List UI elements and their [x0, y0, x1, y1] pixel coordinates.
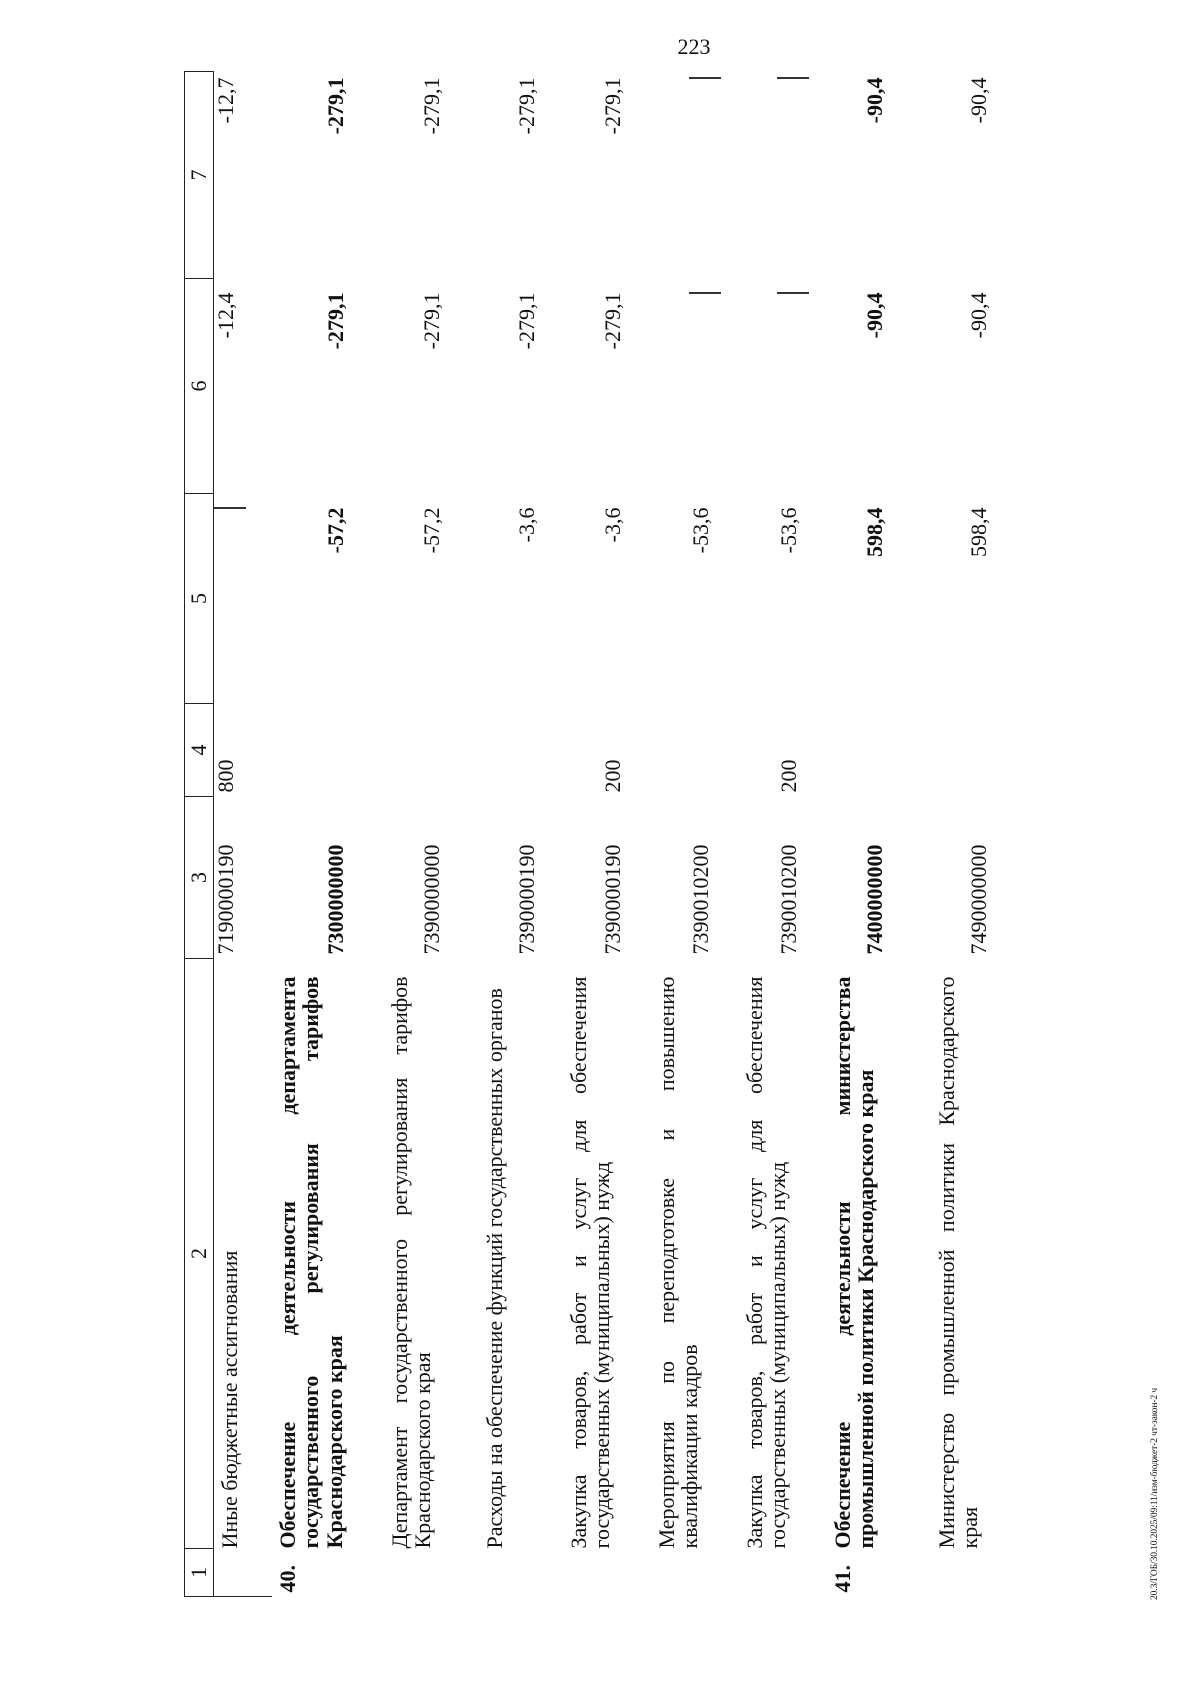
- empty-value-dash: [777, 78, 809, 80]
- header-col-2: 2: [185, 959, 214, 1549]
- document-stamp: 20.3/ГОБ/30.10.2025/09:11/изм-бюджет-2 чт-закон-2 ч: [1150, 1387, 1160, 1600]
- row-value-col7: [739, 72, 827, 279]
- empty-value-dash: [689, 78, 721, 80]
- header-col-6: 6: [185, 279, 214, 494]
- row-code: 7390000190: [599, 844, 625, 955]
- row-number: [479, 1549, 563, 1597]
- row-name: Иные бюджетные ассигнования: [217, 1250, 242, 1549]
- row-value-col7: -279,1: [599, 77, 625, 135]
- table-body: [214, 72, 1015, 1597]
- row-expense-type: [479, 704, 563, 797]
- header-col-1: 1: [185, 1549, 214, 1597]
- row-code: 7490000000: [965, 844, 991, 955]
- row-code: 7390010200: [687, 844, 713, 955]
- row-name: Департамент государственного регулирования тарифов Краснодарского края: [386, 976, 436, 1549]
- row-value-col7: -12,7: [213, 77, 238, 124]
- row-code: 7390000000: [418, 844, 444, 955]
- row-number: [739, 1549, 827, 1597]
- row-value-col5: [214, 494, 272, 704]
- row-code: 7390010200: [775, 844, 801, 955]
- row-name: Обеспечение деятельности департамента государственного регулирования тарифов Краснодарского края: [274, 976, 347, 1549]
- row-expense-type: 200: [599, 759, 625, 793]
- row-value-col7: -90,4: [861, 77, 887, 124]
- table-row: [651, 72, 739, 1597]
- row-value-col5: 598,4: [965, 507, 991, 557]
- table-row: [827, 72, 931, 1597]
- row-value-col5: 598,4: [861, 507, 887, 557]
- budget-table-rotated: [184, 72, 1104, 1597]
- row-value-col5: -3,6: [513, 507, 539, 543]
- row-value-col7: [651, 72, 739, 279]
- row-name: Обеспечение деятельности министерства промышленной политики Краснодарского края: [829, 976, 879, 1549]
- empty-value-dash: [214, 508, 246, 510]
- row-value-col6: -279,1: [322, 292, 348, 350]
- row-number: [384, 1549, 479, 1597]
- table-row: [214, 72, 272, 1597]
- empty-value-dash: [689, 293, 721, 295]
- header-col-5: 5: [185, 494, 214, 704]
- row-number: [651, 1549, 739, 1597]
- row-number: 41.: [829, 1565, 855, 1593]
- row-value-col7: -90,4: [965, 77, 991, 124]
- row-expense-type: [931, 704, 1015, 797]
- row-name: Мероприятия по переподготовке и повышению квалификации кадров: [653, 976, 703, 1549]
- table-row: [272, 72, 384, 1597]
- row-number: [214, 1549, 272, 1597]
- row-expense-type: [384, 704, 479, 797]
- header-col-3: 3: [185, 797, 214, 959]
- row-value-col7: -279,1: [513, 77, 539, 135]
- row-expense-type: 200: [775, 759, 801, 793]
- row-name: Министерство промышленной политики Краснодарского края: [933, 976, 983, 1549]
- page-number: 223: [677, 34, 711, 59]
- row-expense-type: [651, 704, 739, 797]
- row-value-col6: -12,4: [213, 292, 238, 339]
- row-value-col6: [651, 279, 739, 494]
- row-number: [563, 1549, 651, 1597]
- row-number: 40.: [274, 1565, 300, 1593]
- table-row: [384, 72, 479, 1597]
- row-code: 7400000000: [861, 844, 887, 955]
- row-expense-type: 800: [213, 759, 238, 793]
- empty-value-dash: [777, 293, 809, 295]
- table-header-row: [185, 72, 214, 1597]
- row-value-col6: -279,1: [513, 292, 539, 350]
- row-value-col6: -279,1: [418, 292, 444, 350]
- row-value-col6: -90,4: [965, 292, 991, 339]
- header-col-4: 4: [185, 704, 214, 797]
- budget-table: [184, 71, 1015, 1597]
- table-row: [931, 72, 1015, 1597]
- row-number: [931, 1549, 1015, 1597]
- row-value-col5: -53,6: [687, 507, 713, 554]
- row-expense-type: [272, 704, 384, 797]
- row-value-col7: -279,1: [322, 77, 348, 135]
- table-row: [479, 72, 563, 1597]
- row-name: Закупка товаров, работ и услуг для обеспечения государственных (муниципальных) нужд: [741, 976, 791, 1549]
- row-code: 7390000190: [513, 844, 539, 955]
- header-col-7: 7: [185, 72, 214, 279]
- row-value-col6: [739, 279, 827, 494]
- table-row: [563, 72, 651, 1597]
- row-value-col6: -279,1: [599, 292, 625, 350]
- row-code: 7190000190: [213, 844, 238, 955]
- row-value-col6: -90,4: [861, 292, 887, 339]
- row-name: Расходы на обеспечение функций государственных органов: [481, 988, 507, 1549]
- row-value-col5: -57,2: [322, 507, 348, 554]
- row-value-col5: -57,2: [418, 507, 444, 554]
- row-expense-type: [827, 704, 931, 797]
- row-name: Закупка товаров, работ и услуг для обеспечения государственных (муниципальных) нужд: [565, 976, 615, 1549]
- row-code: 7300000000: [322, 844, 348, 955]
- row-value-col5: -3,6: [599, 507, 625, 543]
- row-value-col7: -279,1: [418, 77, 444, 135]
- table-row: [739, 72, 827, 1597]
- row-value-col5: -53,6: [775, 507, 801, 554]
